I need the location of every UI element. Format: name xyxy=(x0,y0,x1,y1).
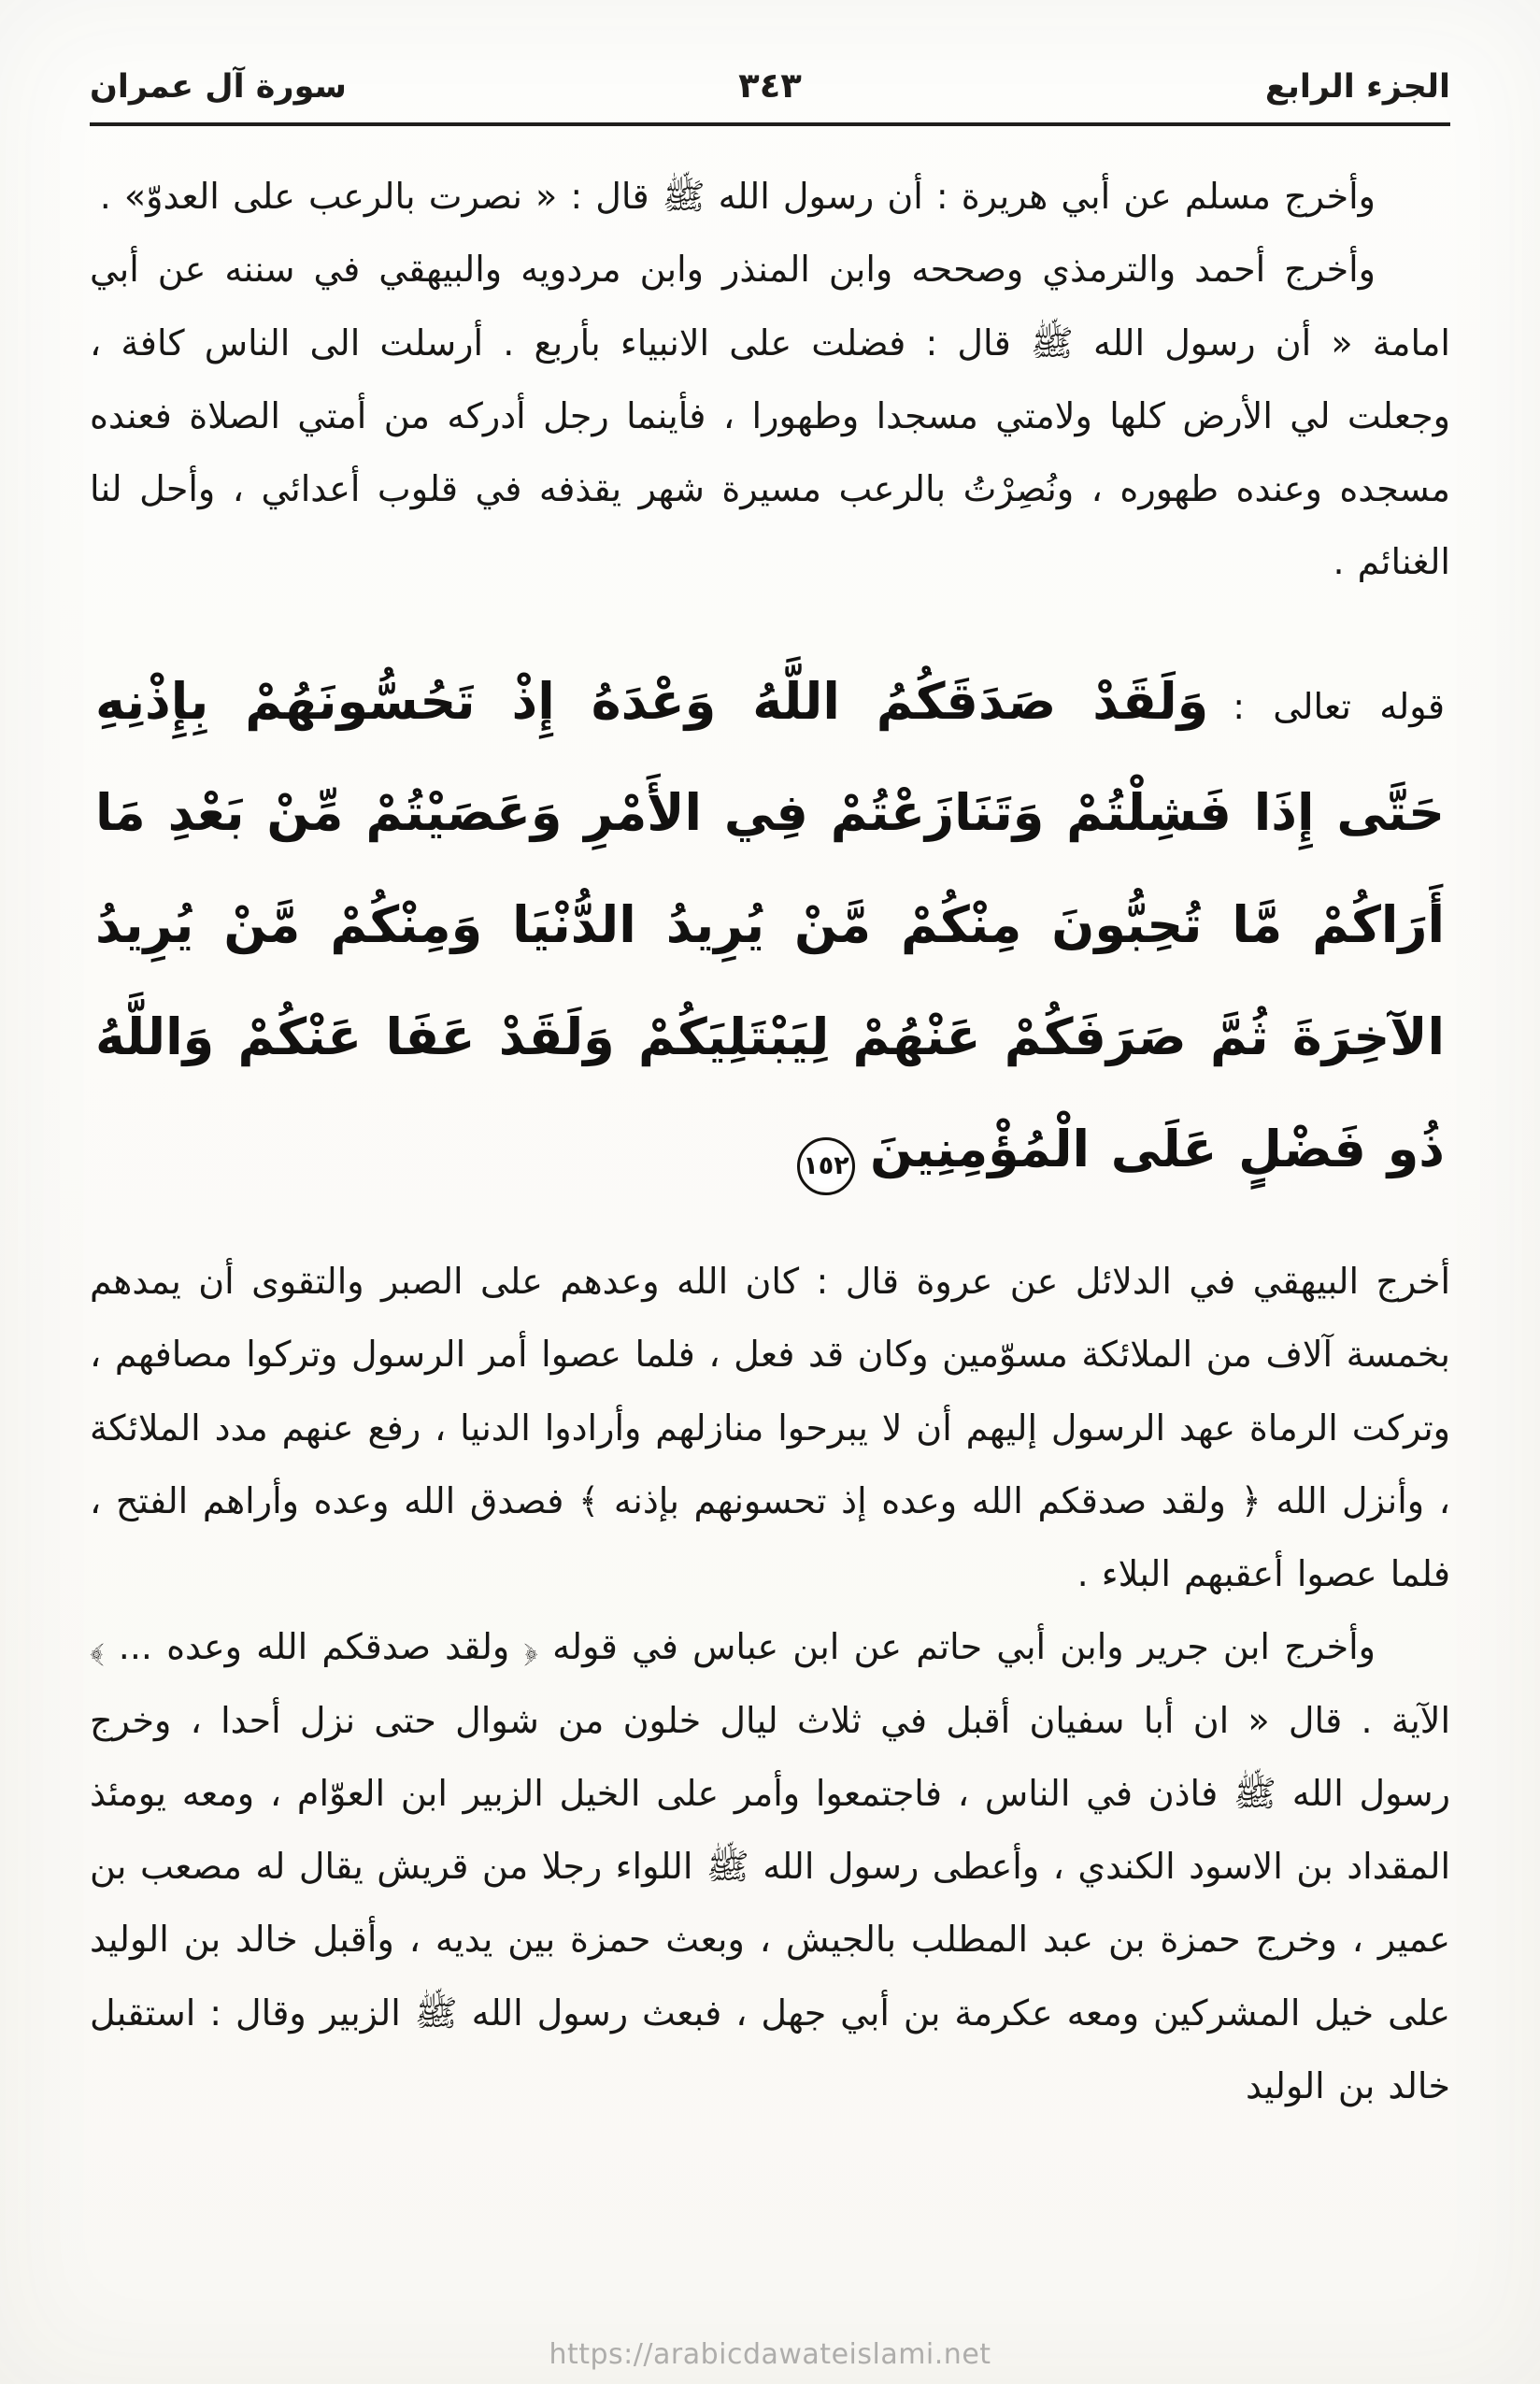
quran-verse-block xyxy=(95,646,1445,1206)
ayah-number-marker xyxy=(797,1137,855,1195)
header-divider xyxy=(90,122,1450,126)
watermark-text: https://arabicdawateislami.net xyxy=(549,2338,991,2371)
paragraph: أخرج البيهقي في الدلائل عن عروة قال : كان الله وعدهم على الصبر والتقوى أن يمدهم بخمسة آلاف من الملائكة مسوّمين وكان قد فعل ، فلما عصوا أمر الرسول وتركوا مصافهم ، وتركت الرماة عهد الرسول إليهم أن لا يبرحوا منازلهم وأرادوا الدنيا ، رفع عنهم مدد الملائكة ، وأنزل الله ﴿ ولقد صدقكم الله وعده إذ تحسونهم بإذنه ﴾ فصدق الله وعده وأراهم الفتح ، فلما عصوا أعقبهم البلاء . xyxy=(90,1260,1450,1595)
paragraph: وأخرج مسلم عن أبي هريرة : أن رسول الله ﷺ قال : « نصرت بالرعب على العدوّ» . xyxy=(99,176,1376,217)
paragraph: وأخرج ابن جرير وابن أبي حاتم عن ابن عباس في قوله ﴿ ولقد صدقكم الله وعده ... ﴾ الآية . قال « ان أبا سفيان أقبل في ثلاث ليال خلون من شوال حتى نزل أحدا ، وخرج رسول الله ﷺ فاذن في الناس ، فاجتمعوا وأمر على الخيل الزبير ابن العوّام ، ومعه يومئذ المقداد بن الاسود الكندي ، وأعطى رسول الله ﷺ اللواء رجلا من قريش يقال له مصعب بن عمير ، وخرج حمزة بن عبد المطلب بالجيش ، وبعث حمزة بين يديه ، وأقبل خالد بن الوليد على خيل المشركين ومعه عكرمة بن أبي جهل ، فبعث رسول الله ﷺ الزبير وقال : استقبل خالد بن الوليد xyxy=(90,1626,1450,2106)
paragraph: وأخرج أحمد والترمذي وصححه وابن المنذر وابن مردويه والبيهقي في سننه عن أبي امامة « أن رسول الله ﷺ قال : فضلت على الانبياء بأربع . أرسلت الى الناس كافة ، وجعلت لي الأرض كلها ولامتي مسجدا وطهورا ، فأينما رجل أدركه من أمتي الصلاة فعنده مسجده وعنده طهوره ، ونُصِرْتُ بالرعب مسيرة شهر يقذفه في قلوب أعدائي ، وأحل لنا الغنائم . xyxy=(90,249,1450,583)
body-text xyxy=(90,160,1450,2122)
verse-intro: قوله تعالى : xyxy=(1233,685,1446,727)
verse-text: وَلَقَدْ صَدَقَكُمُ اللَّهُ وَعْدَهُ إِذْ تَحُسُّونَهُمْ بِإِذْنِهِ حَتَّى إِذَا فَشِلْتُمْ وَتَنَازَعْتُمْ فِي الأَمْرِ وَعَصَيْتُمْ مِّنْ بَعْدِ مَا أَرَاكُمْ مَّا تُحِبُّونَ مِنْكُمْ مَّنْ يُرِيدُ الدُّنْيَا وَمِنْكُمْ مَّنْ يُرِيدُ الآخِرَةَ ثُمَّ صَرَفَكُمْ عَنْهُمْ لِيَبْتَلِيَكُمْ وَلَقَدْ عَفَا عَنْكُمْ وَاللَّهُ ذُو فَضْلٍ عَلَى الْمُؤْمِنِينَ xyxy=(95,671,1445,1179)
ayah-number: ١٥٢ xyxy=(803,1151,849,1181)
page-header xyxy=(90,65,1450,106)
surah-title: سورة آل عمران xyxy=(90,68,347,106)
part-title: الجزء الرابع xyxy=(1264,68,1450,106)
page-number: ٣٤٣ xyxy=(738,65,802,106)
